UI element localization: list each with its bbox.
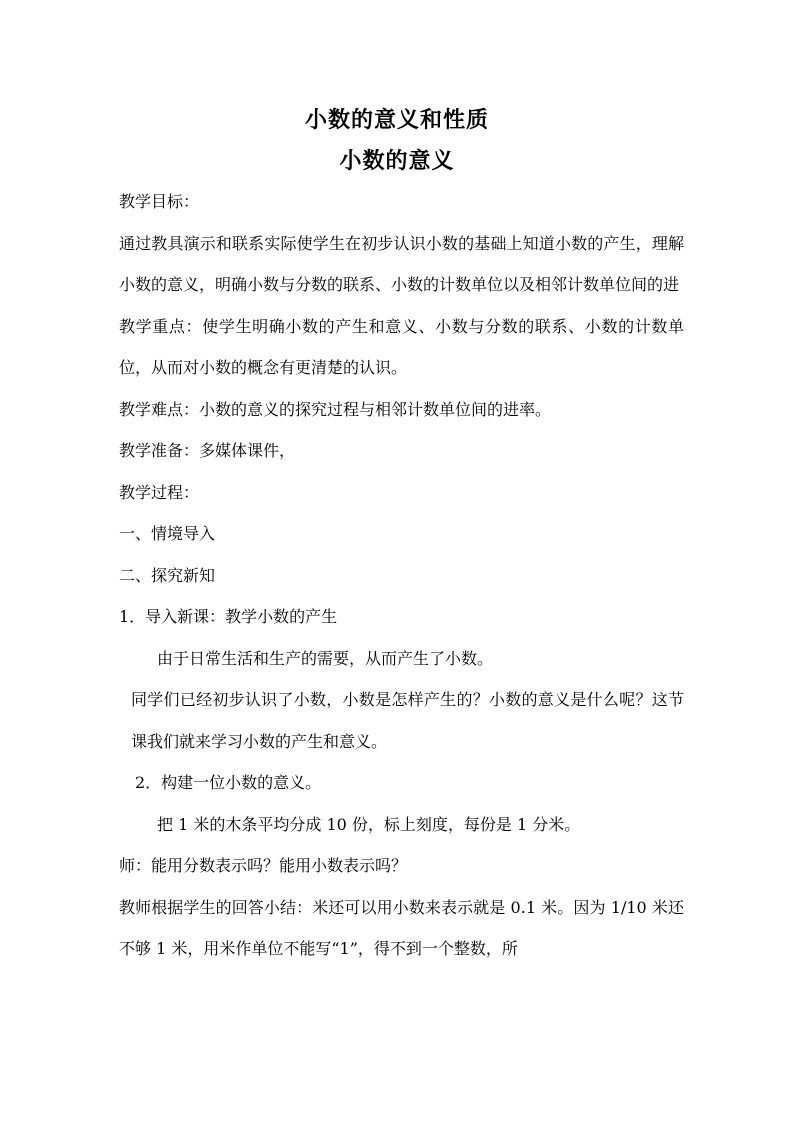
paragraph-demonstration: 把 1 米的木条平均分成 10 份，标上刻度，每份是 1 分米。 (157, 814, 581, 834)
section-heading-introduction: 一、情境导入 (119, 524, 216, 543)
paragraph-preparation: 教学准备：多媒体课件， (119, 441, 296, 460)
paragraph-teacher-question: 师：能用分数表示吗？能用小数表示吗？ (119, 856, 408, 875)
paragraph-origin: 由于日常生活和生产的需要，从而产生了小数。 (157, 648, 494, 668)
paragraph-question: 同学们已经初步认识了小数，小数是怎样产生的？小数的意义是什么呢？这节课我们就来学习小数的产生和意义。 (131, 690, 684, 751)
paragraph-difficulties: 教学难点：小数的意义的探究过程与相邻计数单位间的进率。 (119, 399, 552, 419)
document-body (119, 181, 684, 970)
section-heading-exploration: 二、探究新知 (119, 565, 216, 585)
list-item-2: 2．构建一位小数的意义。 (135, 773, 322, 792)
paragraph-key-points: 教学重点：使学生明确小数的产生和意义、小数与分数的联系、小数的计数单位，从而对小数的概念有更清楚的认识。 (119, 316, 684, 377)
paragraph-objectives: 通过教具演示和联系实际使学生在初步认识小数的基础上知道小数的产生，理解小数的意义，明确小数与分数的联系、小数的计数单位以及相邻计数单位间的进 (119, 233, 684, 294)
list-item-1: 1．导入新课：教学小数的产生 (119, 607, 338, 626)
document-subtitle: 小数的意义 (339, 148, 455, 174)
paragraph-summary: 教师根据学生的回答小结：米还可以用小数来表示就是 0.1 米。因为 1/10 米还不够 1 米，用米作单位不能写“1”，得不到一个整数，所 (119, 897, 684, 958)
document-title: 小数的意义和性质 (304, 107, 489, 133)
section-heading-objectives: 教学目标： (119, 192, 200, 211)
section-heading-process: 教学过程： (119, 482, 200, 502)
